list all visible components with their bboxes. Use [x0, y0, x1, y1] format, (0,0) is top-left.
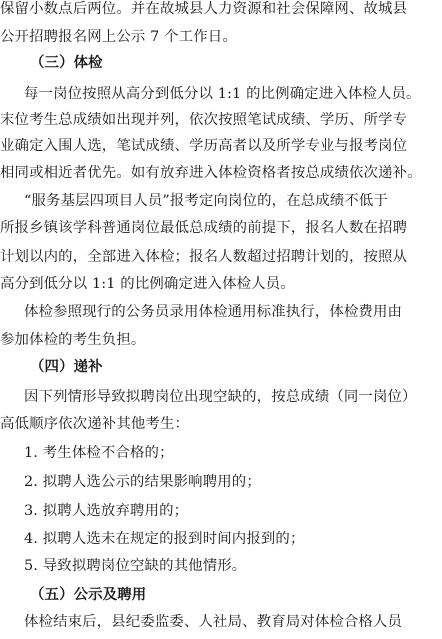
paragraph-line: 参加体检的考生负担。	[0, 332, 146, 348]
paragraph-line: 计划以内的，全部进入体检；报名人数超过招聘计划的，按照从	[0, 249, 408, 265]
list-item: 2. 拟聘人选公示的结果影响聘用的；	[24, 474, 261, 490]
paragraph-line: 保留小数点后两位。并在故城县人力资源和社会保障网、故城县	[0, 1, 408, 17]
paragraph-line: 体检参照现行的公务员录用体检通用标准执行，体检费用由	[24, 304, 403, 320]
paragraph-line: 体检结束后，县纪委监委、人社局、教育局对体检合格人员	[24, 614, 403, 630]
paragraph-line: 所报乡镇该学科普通岗位最低总成绩的前提下，报名人数在招聘	[0, 220, 408, 236]
paragraph-line: 高分到低分以 1:1 的比例确定进入体检人员。	[0, 276, 295, 292]
list-item: 4. 拟聘人选未在规定的报到时间内报到的；	[24, 531, 305, 547]
section-heading-substitution: （四）递补	[30, 358, 103, 375]
paragraph-line: 公开招聘报名网上公示 7 个工作日。	[0, 29, 237, 45]
paragraph-line: 高低顺序依次递补其他考生：	[0, 416, 190, 432]
paragraph-line: “服务基层四项目人员”报考定向岗位的，在总成绩不低于	[24, 193, 388, 209]
paragraph-line: 因下列情形导致拟聘岗位出现空缺的，按总成绩（同一岗位）	[24, 389, 417, 405]
list-item: 3. 拟聘人选放弃聘用的；	[24, 503, 189, 519]
list-item: 1. 考生体检不合格的；	[24, 445, 174, 461]
section-heading-physical-exam: （三）体检	[30, 54, 103, 71]
list-item: 5. 导致拟聘岗位空缺的其他情形。	[24, 558, 247, 574]
paragraph-line: 相同或相近者优先。如有放弃进入体检资格者按总成绩依次递补。	[0, 165, 422, 181]
section-heading-publicity-and-hiring: （五）公示及聘用	[30, 586, 147, 603]
paragraph-line: 末位考生总成绩如出现并列，依次按照笔试成绩、学历、所学专	[0, 112, 408, 128]
paragraph-line: 业确定入围人选，笔试成绩、学历高者以及所学专业与报考岗位	[0, 138, 408, 154]
paragraph-line: 每一岗位按照从高分到低分以 1:1 的比例确定进入体检人员。	[24, 86, 421, 102]
